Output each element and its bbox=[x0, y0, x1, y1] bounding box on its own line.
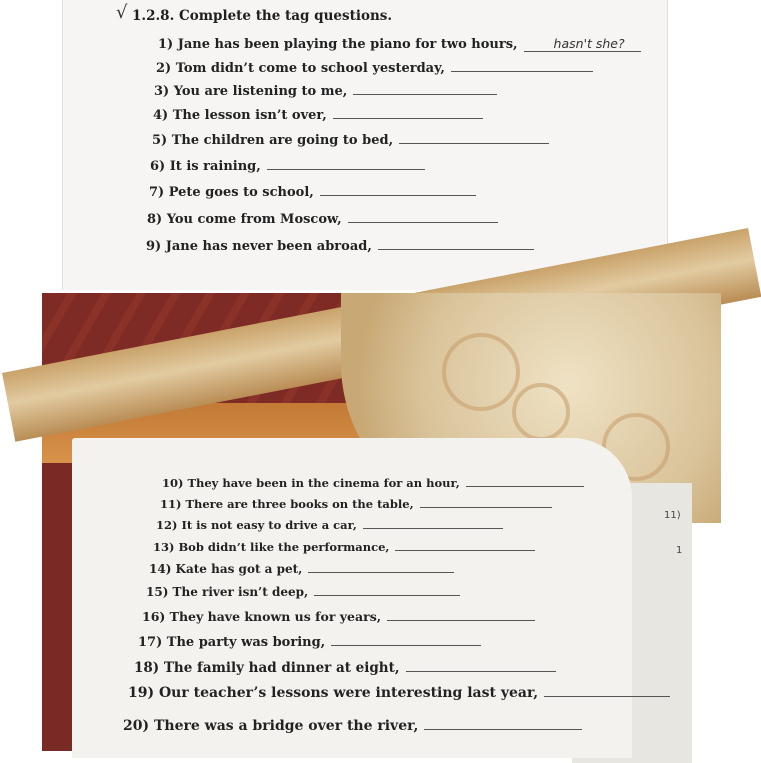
checkmark-icon: √ bbox=[116, 2, 128, 23]
answer-blank-12[interactable] bbox=[363, 518, 503, 529]
question-16 bbox=[142, 609, 535, 624]
answer-blank-18[interactable] bbox=[406, 659, 556, 672]
question-text: 4) The lesson isn’t over, bbox=[153, 108, 327, 123]
answer-blank-2[interactable] bbox=[451, 59, 593, 72]
question-text: 6) It is raining, bbox=[150, 159, 261, 174]
question-9 bbox=[146, 237, 534, 254]
question-6 bbox=[150, 157, 425, 174]
answer-blank-17[interactable] bbox=[331, 634, 481, 646]
question-text: 7) Pete goes to school, bbox=[149, 185, 314, 200]
question-11 bbox=[160, 497, 552, 511]
question-text: 19) Our teacher’s lessons were interesting last year, bbox=[128, 685, 539, 701]
side-number: 1 bbox=[676, 545, 683, 556]
question-text: 16) They have known us for years, bbox=[142, 609, 382, 624]
question-15 bbox=[146, 585, 460, 599]
answer-blank-3[interactable] bbox=[353, 82, 497, 95]
question-13 bbox=[153, 540, 535, 554]
answer-blank-11[interactable] bbox=[420, 497, 552, 508]
question-7 bbox=[149, 183, 476, 200]
question-text: 17) The party was boring, bbox=[138, 635, 326, 650]
question-text: 10) They have been in the cinema for an hour, bbox=[162, 476, 460, 490]
fabric-swirl bbox=[512, 383, 570, 441]
question-text: 5) The children are going to bed, bbox=[152, 133, 394, 148]
question-3 bbox=[154, 82, 497, 99]
question-text: 13) Bob didn’t like the performance, bbox=[153, 540, 390, 554]
fabric-swirl bbox=[442, 333, 520, 411]
question-8 bbox=[147, 210, 498, 227]
question-text: 2) Tom didn’t come to school yesterday, bbox=[156, 61, 445, 76]
question-14 bbox=[149, 562, 454, 576]
answer-blank-8[interactable] bbox=[348, 210, 498, 223]
question-text: 3) You are listening to me, bbox=[154, 84, 348, 99]
question-text: 20) There was a bridge over the river, bbox=[123, 718, 419, 734]
question-text: 12) It is not easy to drive a car, bbox=[156, 518, 357, 532]
question-text: 14) Kate has got a pet, bbox=[149, 562, 303, 576]
answer-blank-5[interactable] bbox=[399, 131, 549, 144]
answer-blank-7[interactable] bbox=[320, 183, 476, 196]
question-4 bbox=[153, 106, 483, 123]
answer-blank-9[interactable] bbox=[378, 237, 534, 250]
question-17 bbox=[138, 634, 481, 650]
answer-blank-16[interactable] bbox=[387, 609, 535, 621]
question-18 bbox=[134, 659, 556, 676]
question-text: 15) The river isn’t deep, bbox=[146, 585, 309, 599]
side-number: 11) bbox=[664, 510, 681, 521]
question-text: 1) Jane has been playing the piano for two hours, bbox=[158, 37, 518, 52]
question-text: 11) There are three books on the table, bbox=[160, 497, 414, 511]
question-2 bbox=[156, 59, 593, 76]
answer-blank-15[interactable] bbox=[314, 585, 460, 596]
answer-blank-13[interactable] bbox=[395, 540, 535, 551]
answer-blank-14[interactable] bbox=[308, 562, 454, 573]
answer-blank-1[interactable]: hasn't she? bbox=[524, 36, 641, 52]
question-1 bbox=[158, 36, 641, 52]
answer-blank-10[interactable] bbox=[466, 476, 584, 487]
question-20 bbox=[123, 717, 582, 734]
question-5 bbox=[152, 131, 549, 148]
exercise-title: 1.2.8. Complete the tag questions. bbox=[132, 8, 393, 24]
answer-blank-20[interactable] bbox=[424, 717, 582, 730]
question-19 bbox=[128, 684, 670, 701]
question-text: 8) You come from Moscow, bbox=[147, 212, 342, 227]
question-10 bbox=[162, 476, 584, 490]
answer-blank-6[interactable] bbox=[267, 157, 425, 170]
question-12 bbox=[156, 518, 503, 532]
question-text: 18) The family had dinner at eight, bbox=[134, 660, 400, 676]
answer-blank-4[interactable] bbox=[333, 106, 483, 119]
question-text: 9) Jane has never been abroad, bbox=[146, 239, 372, 254]
answer-blank-19[interactable] bbox=[544, 684, 670, 697]
